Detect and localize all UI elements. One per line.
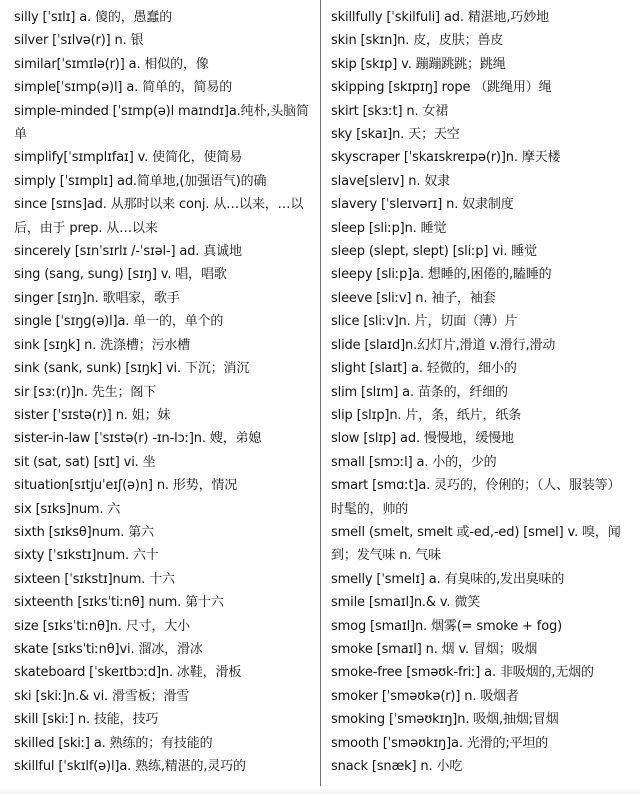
right-column-entry: slip [slɪp]n. 片，条，纸片，纸条 bbox=[331, 407, 522, 423]
right-column-entry: sleep (slept, slept) [sliːp] vi. 睡觉 bbox=[331, 244, 537, 260]
left-column-entry: skill [skiː] n. 技能，技巧 bbox=[14, 712, 159, 728]
right-column-entry: skyscraper [ˈskaɪskreɪpə(r)]n. 摩天楼 bbox=[331, 150, 561, 166]
left-column-entry: silly [ˈsɪlɪ] a. 傻的，愚蠢的 bbox=[14, 10, 173, 25]
right-column-entry: snack [snæk] n. 小吃 bbox=[331, 759, 463, 774]
right-column-entry: smell (smelt, smelt 或-ed,-ed) [smel] v. 嗅，闻到；发气味 n. 气味 bbox=[331, 524, 621, 564]
left-column-entry: situation[sɪtjuˈeɪʃ(ə)n] n. 形势，情况 bbox=[14, 478, 238, 494]
left-column-entry: simplify[ˈsɪmplɪfaɪ] v. 使简化，使简易 bbox=[14, 150, 243, 166]
left-column-entry: sincerely [sɪnˈsɪrlɪ /-ˈsɪəl-] ad. 真诚地 bbox=[14, 244, 242, 260]
left-column-entry: sister-in-law [ˈsɪstə(r) -ɪn-lɔː]n. 嫂，弟媳 bbox=[14, 431, 262, 447]
left-column-entry: sixth [sɪksθ]num. 第六 bbox=[14, 524, 154, 540]
left-column-entry: skillful [ˈskɪlf(ə)l]a. 熟练,精湛的,灵巧的 bbox=[14, 759, 246, 774]
right-column-entry: small [smɔːl] a. 小的，少的 bbox=[331, 454, 497, 470]
right-column-entry: slight [slaɪt] a. 轻微的，细小的 bbox=[331, 361, 517, 377]
right-column-entry: skin [skɪn]n. 皮，皮肤；兽皮 bbox=[331, 33, 504, 49]
right-column-entry: slavery [ˈsleɪvərɪ] n. 奴隶制度 bbox=[331, 197, 514, 213]
right-column-entry: smoking [ˈsməʊkɪŋ]n. 吸烟,抽烟;冒烟 bbox=[331, 712, 559, 728]
left-column-entry: sister [ˈsɪstə(r)] n. 姐；妹 bbox=[14, 407, 171, 423]
right-column-entry: sleep [sliːp]n. 睡觉 bbox=[331, 220, 447, 236]
left-column-entry: sir [sɜː(r)]n. 先生；阁下 bbox=[14, 384, 157, 400]
right-column-entry: slide [slaɪd]n.幻灯片,滑道 v.滑行,滑动 bbox=[331, 337, 556, 353]
right-column-entry: smart [smɑːt]a. 灵巧的，伶俐的；（人、服装等）时髦的，帅的 bbox=[331, 478, 621, 517]
right-column-entry: slave[sleɪv] n. 奴隶 bbox=[331, 173, 451, 189]
right-column-entry: smoke-free [sməʊk-friː] a. 非吸烟的,无烟的 bbox=[331, 665, 594, 681]
left-column-entry: silver [ˈsɪlvə(r)] n. 银 bbox=[14, 33, 144, 49]
left-column-entry: singer [sɪŋ]n. 歌唱家，歌手 bbox=[14, 290, 180, 306]
left-column-entry: sixteenth [sɪksˈtiːnθ] num. 第十六 bbox=[14, 595, 224, 611]
right-column-entry: sleeve [sliːv] n. 袖子，袖套 bbox=[331, 290, 496, 306]
left-column-entry: skate [sɪksˈtiːnθ]vi. 溜冰，滑冰 bbox=[14, 641, 203, 657]
left-column-entry: six [sɪks]num. 六 bbox=[14, 501, 121, 517]
right-column bbox=[331, 6, 629, 778]
left-column-entry: similar[ˈsɪmɪlə(r)] a. 相似的，像 bbox=[14, 56, 209, 72]
left-column-entry: sixty [ˈsɪkstɪ]num. 六十 bbox=[14, 548, 159, 564]
left-column-entry: size [sɪksˈtiːnθ]n. 尺寸，大小 bbox=[14, 618, 190, 634]
left-column-entry: sit (sat, sat) [sɪt] vi. 坐 bbox=[14, 454, 156, 470]
right-column-entry: slow [slɪp] ad. 慢慢地，缓慢地 bbox=[331, 431, 514, 447]
right-column-entry: skillfully [ˈskilfuli] ad. 精湛地,巧妙地 bbox=[331, 10, 549, 25]
left-column-entry: sixteen [ˈsɪkstɪ]num. 十六 bbox=[14, 571, 175, 587]
right-column-entry: sleepy [sliːp]a. 想睡的,困倦的,瞌睡的 bbox=[331, 267, 552, 283]
column-divider bbox=[320, 0, 321, 786]
left-column-entry: simple[ˈsɪmp(ə)l] a. 简单的，简易的 bbox=[14, 80, 233, 96]
left-column-entry: sing (sang, sung) [sɪŋ] v. 唱，唱歌 bbox=[14, 267, 227, 283]
right-column-entry: skirt [skɜːt] n. 女裙 bbox=[331, 103, 449, 119]
left-column-entry: simple-minded [ˈsɪmp(ə)l maɪndɪ]a.纯朴,头脑简单 bbox=[14, 103, 309, 143]
right-column-entry: slice [sliːv]n. 片，切面（薄）片 bbox=[331, 314, 518, 330]
page-bottom-edge bbox=[0, 788, 640, 794]
right-column-entry: slim [slɪm] a. 苗条的，纤细的 bbox=[331, 384, 508, 400]
left-column-entry: since [sɪns]ad. 从那时以来 conj. 从…以来，…以后，由于 prep. 从…以来 bbox=[14, 197, 304, 236]
right-column-entry: smelly [ˈsmelɪ] a. 有臭味的,发出臭味的 bbox=[331, 571, 565, 587]
left-column-entry: skateboard [ˈskeɪtbɔːd]n. 冰鞋，滑板 bbox=[14, 665, 242, 681]
left-column-entry: simply [ˈsɪmplɪ] ad.简单地,(加强语气)的确 bbox=[14, 173, 267, 189]
right-column-entry: sky [skaɪ]n. 天；天空 bbox=[331, 127, 460, 143]
left-column-entry: skilled [skiː] a. 熟练的；有技能的 bbox=[14, 735, 213, 751]
left-column-entry: ski [skiː]n.& vi. 滑雪板；滑雪 bbox=[14, 688, 190, 704]
right-column-entry: smile [smaɪl]n.& v. 微笑 bbox=[331, 595, 481, 611]
left-column bbox=[14, 6, 310, 778]
left-column-entry: single [ˈsɪŋɡ(ə)l]a. 单一的，单个的 bbox=[14, 314, 224, 330]
right-column-entry: smog [smaɪl]n. 烟雾(= smoke + fog) bbox=[331, 618, 563, 634]
right-column-entry: skip [skɪp] v. 蹦蹦跳跳；跳绳 bbox=[331, 56, 506, 72]
left-column-entry: sink (sank, sunk) [sɪŋk] vi. 下沉；消沉 bbox=[14, 361, 250, 377]
right-column-entry: smoke [smaɪl] n. 烟 v. 冒烟；吸烟 bbox=[331, 641, 538, 657]
right-column-entry: smooth [ˈsməʊkɪŋ]a. 光滑的;平坦的 bbox=[331, 735, 549, 751]
right-column-entry: skipping [skɪpɪŋ] rope （跳绳用）绳 bbox=[331, 80, 552, 96]
left-column-entry: sink [sɪŋk] n. 洗涤槽；污水槽 bbox=[14, 337, 191, 353]
right-column-entry: smoker [ˈsməʊkə(r)] n. 吸烟者 bbox=[331, 688, 519, 704]
